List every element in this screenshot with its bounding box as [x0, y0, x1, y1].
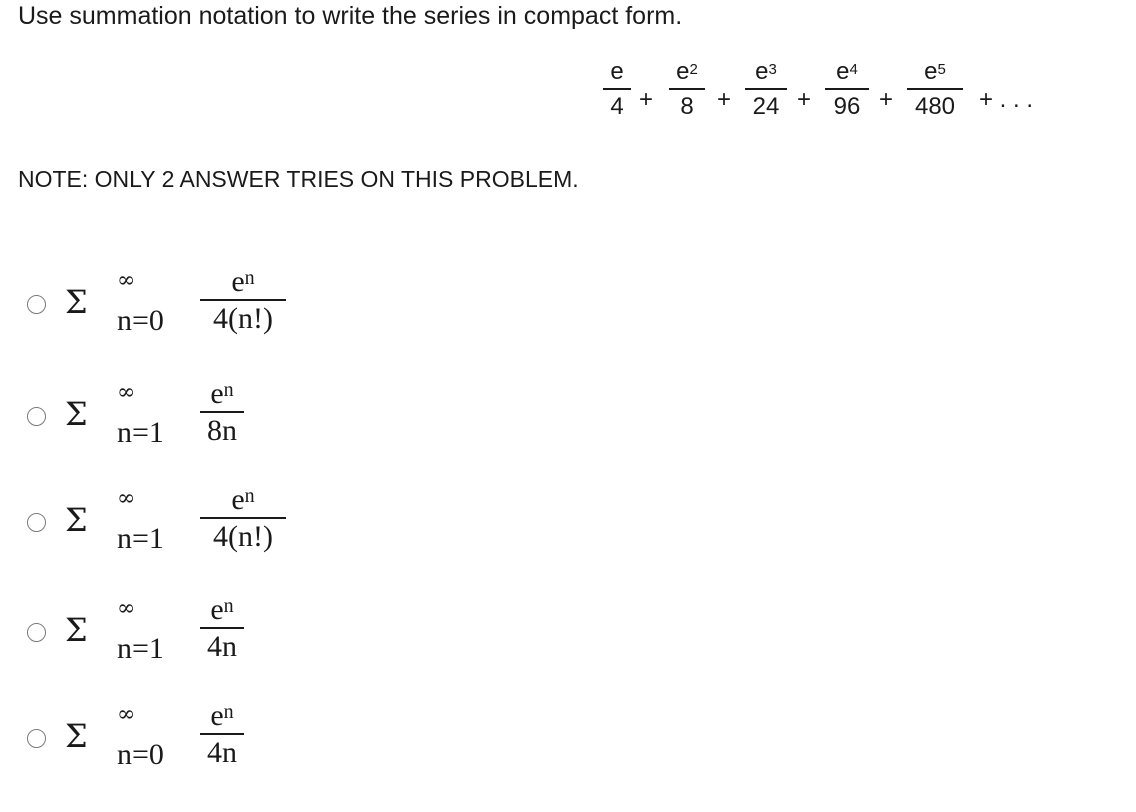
series-expression	[603, 58, 1073, 142]
term-fraction: $e^n$ 4(n!)	[200, 266, 286, 335]
answer-option-1[interactable]	[0, 262, 400, 352]
term-fraction: $e^n$ 8n	[200, 378, 244, 447]
radio-button[interactable]	[27, 729, 46, 748]
plus-sign: +	[639, 86, 654, 113]
upper-limit: ∞	[117, 380, 136, 405]
series-term-3: $e^3$ 24	[745, 58, 787, 121]
lower-limit: n=0	[117, 304, 164, 337]
radio-button[interactable]	[27, 513, 46, 532]
lower-limit: n=1	[117, 632, 164, 665]
answer-option-2[interactable]	[0, 374, 400, 464]
term-fraction: $e^n$ 4n	[200, 700, 244, 769]
series-term-1: e 4	[603, 58, 631, 121]
lower-limit: n=1	[117, 522, 164, 555]
term-fraction: $e^n$ 4n	[200, 594, 244, 663]
lower-limit: n=0	[117, 738, 164, 771]
sigma-icon: Σ	[65, 395, 88, 433]
ellipsis: + . . .	[979, 86, 1034, 113]
sigma-icon: Σ	[65, 611, 88, 649]
series-term-2: $e^2$ 8	[669, 58, 705, 121]
sigma-icon: Σ	[65, 283, 88, 321]
answer-option-5[interactable]	[0, 696, 400, 786]
answer-option-3[interactable]	[0, 480, 400, 570]
plus-sign: +	[797, 86, 812, 113]
term-fraction: $e^n$ 4(n!)	[200, 484, 286, 553]
lower-limit: n=1	[117, 416, 164, 449]
answer-option-4[interactable]	[0, 590, 400, 680]
radio-button[interactable]	[27, 623, 46, 642]
plus-sign: +	[717, 86, 732, 113]
radio-button[interactable]	[27, 295, 46, 314]
plus-sign: +	[879, 86, 894, 113]
upper-limit: ∞	[117, 268, 136, 293]
sigma-icon: Σ	[65, 717, 88, 755]
series-term-4: $e^4$ 96	[825, 58, 869, 121]
note-text: NOTE: ONLY 2 ANSWER TRIES ON THIS PROBLEM.	[18, 166, 579, 192]
sigma-icon: Σ	[65, 501, 88, 539]
upper-limit: ∞	[117, 702, 136, 727]
upper-limit: ∞	[117, 596, 136, 621]
radio-button[interactable]	[27, 407, 46, 426]
series-term-5: $e^5$ 480	[907, 58, 963, 121]
upper-limit: ∞	[117, 486, 136, 511]
question-prompt: Use summation notation to write the series in compact form.	[18, 2, 683, 30]
